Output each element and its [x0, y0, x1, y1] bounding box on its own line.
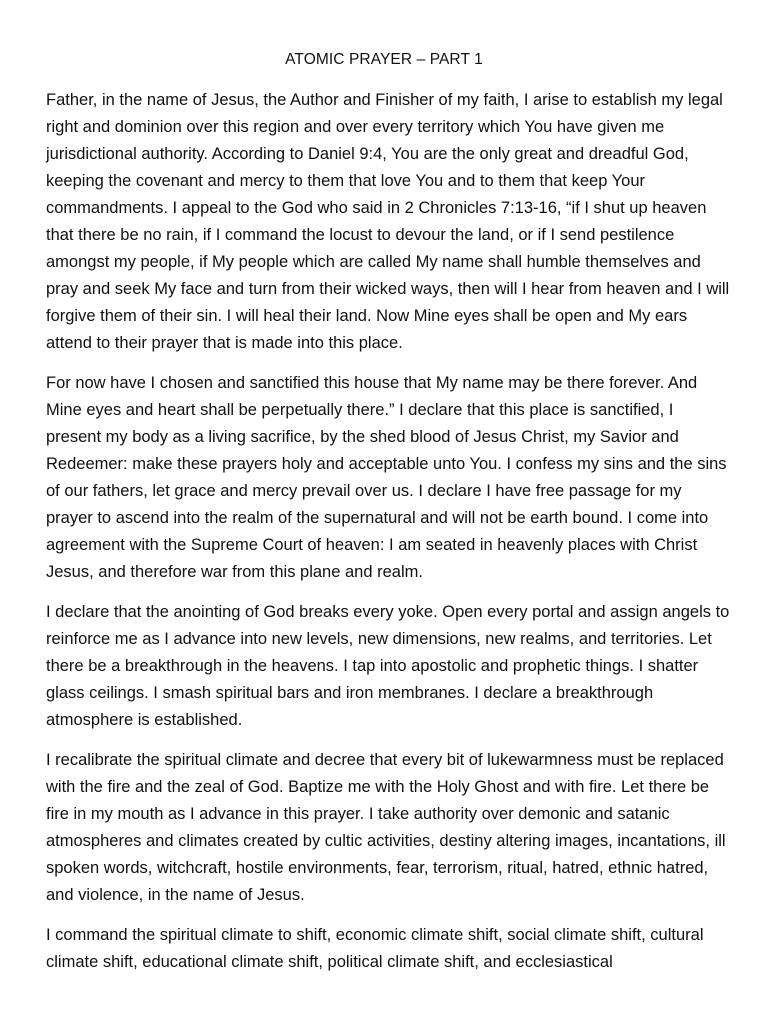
- paragraph-3: I declare that the anointing of God breaks every yoke. Open every portal and assign angels to reinforce me as I advance into new levels, new dimensions, new realms, and territories. Let there be a breakthrough in the heavens. I tap into apostolic and prophetic things. I shatter glass ceilings. I smash spiritual bars and iron membranes. I declare a breakthrough atmosphere is established.: [46, 603, 730, 729]
- document-body: [46, 87, 730, 989]
- page-title: ATOMIC PRAYER – PART 1: [285, 51, 483, 68]
- paragraph-5: I command the spiritual climate to shift, economic climate shift, social climate shift, cultural climate shift, educational climate shift, political climate shift, and ecclesiastical: [46, 926, 704, 971]
- paragraph-1: Father, in the name of Jesus, the Author and Finisher of my faith, I arise to establish my legal right and dominion over this region and over every territory which You have given me jurisdictional authority. According to Daniel 9:4, You are the only great and dreadful God, keeping the covenant and mercy to them that love You and to them that keep Your commandments. I appeal to the God who said in 2 Chronicles 7:13-16, “if I shut up heaven that there be no rain, if I command the locust to devour the land, or if I send pestilence amongst my people, if My people which are called My name shall humble themselves and pray and seek My face and turn from their wicked ways, then will I hear from heaven and I will forgive them of their sin. I will heal their land. Now Mine eyes shall be open and My ears attend to their prayer that is made into this place.: [46, 91, 730, 352]
- paragraph-2: For now have I chosen and sanctified this house that My name may be there forever. And Mine eyes and heart shall be perpetually there.” I declare that this place is sanctified, I present my body as a living sacrifice, by the shed blood of Jesus Christ, my Savior and Redeemer: make these prayers holy and acceptable unto You. I confess my sins and the sins of our fathers, let grace and mercy prevail over us. I declare I have free passage for my prayer to ascend into the realm of the supernatural and will not be earth bound. I come into agreement with the Supreme Court of heaven: I am seated in heavenly places with Christ Jesus, and therefore war from this plane and realm.: [46, 374, 727, 581]
- paragraph-4: I recalibrate the spiritual climate and decree that every bit of lukewarmness must be replaced with the fire and the zeal of God. Baptize me with the Holy Ghost and with fire. Let there be fire in my mouth as I advance in this prayer. I take authority over demonic and satanic atmospheres and climates created by cultic activities, destiny altering images, incantations, ill spoken words, witchcraft, hostile environments, fear, terrorism, ritual, hatred, ethnic hatred, and violence, in the name of Jesus.: [46, 751, 726, 904]
